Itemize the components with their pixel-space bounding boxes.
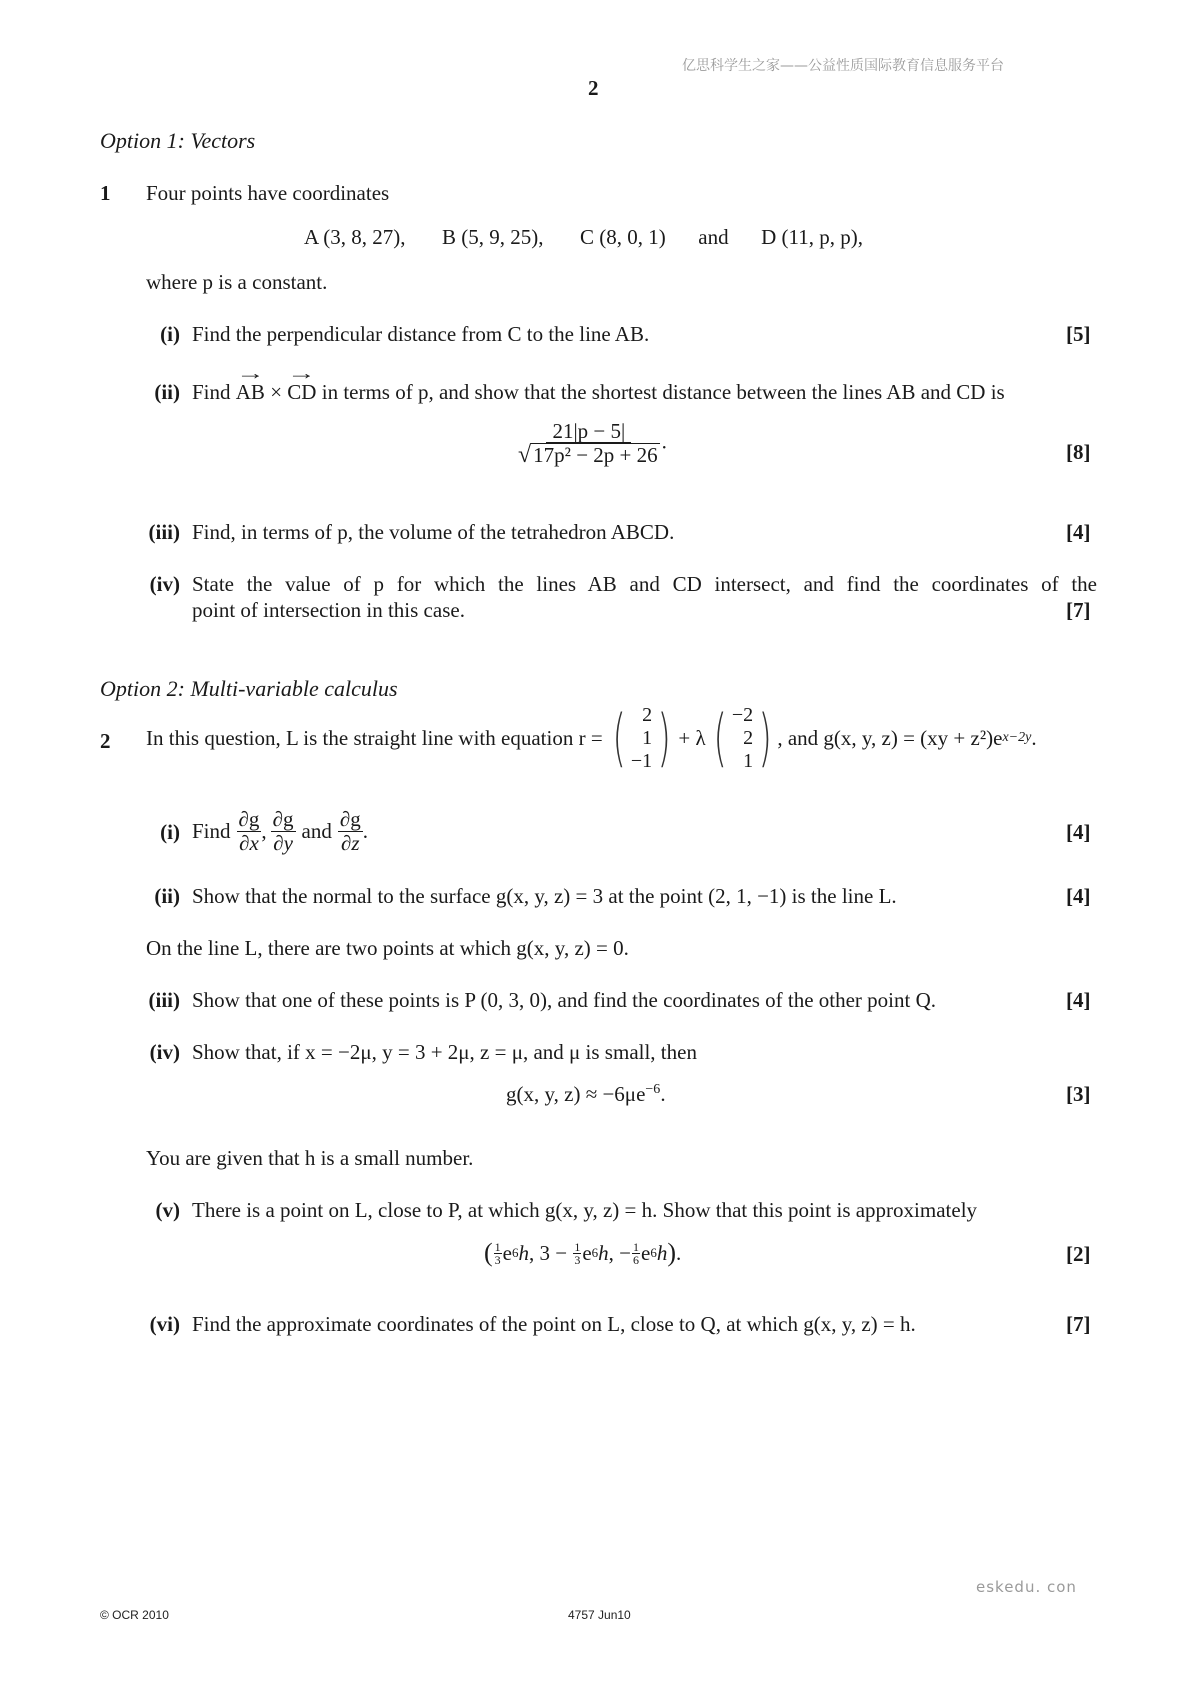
two-points-statement: On the line L, there are two points at which g(x, y, z) = 0. [146, 936, 629, 960]
partial-z-den: ∂z [341, 830, 360, 855]
point-d: D (11, p, p), [761, 225, 863, 249]
part-2-i-text: Find $\frac{\partial g}{\partial x}$ , $\frac{\partial g}{\partial y}$ and $\frac{\partial g}{\partial z}$ . [192, 807, 369, 855]
option1-heading: Option 1: Vectors [100, 128, 256, 153]
part-2-iii-marks: [4] [1066, 988, 1091, 1012]
part-2-iv-marks: [3] [1066, 1082, 1091, 1106]
part-1-ii-text [192, 380, 1005, 405]
g-exponent: x−2y [1002, 730, 1032, 745]
part-2-i-label: (i) [160, 820, 180, 844]
direction-vector: ( −2 2 1 ) [713, 701, 772, 774]
vec1-y: 1 [642, 726, 653, 749]
part-2-ii-label: (ii) [154, 884, 180, 908]
question-1-intro: Four points have coordinates [146, 181, 390, 205]
part-1-iv-line2: point of intersection in this case. [192, 598, 465, 622]
part-1-i-text: Find the perpendicular distance from C to the line AB. [192, 322, 650, 346]
part-2-iii-text: Show that one of these points is P (0, 3, 0), and find the coordinates of the other point Q. [192, 988, 937, 1012]
part-1-ii-rest: in terms of p, and show that the shortest distance between the lines AB and CD is [321, 380, 1005, 404]
part-2-iv-formula [506, 1082, 666, 1107]
part-2-v-label: (v) [155, 1198, 180, 1222]
position-vector: ( 2 1 −1 ) [612, 701, 671, 774]
vec1-x: 2 [642, 703, 653, 726]
part-2-vi-label: (vi) [149, 1312, 180, 1336]
plus-lambda: + λ [678, 725, 706, 750]
and-word: and [301, 818, 332, 843]
question-2-number: 2 [100, 729, 111, 753]
g-end: . [1031, 725, 1037, 750]
option2-heading: Option 2: Multi-variable calculus [100, 676, 398, 701]
approx-formula: g(x, y, z) ≈ −6μe [506, 1082, 646, 1106]
approx-end: . [660, 1082, 666, 1106]
part-1-iii-label: (iii) [148, 520, 180, 544]
footer-paper-code: 4757 Jun10 [568, 1608, 631, 1622]
where-p-constant: where p is a constant. [146, 270, 328, 294]
part-2-iv-label: (iv) [149, 1040, 180, 1064]
part-2-ii-marks: [4] [1066, 884, 1091, 908]
question-1-number: 1 [100, 181, 111, 205]
vec2-x: −2 [731, 703, 754, 726]
line-equation-text: In this question, L is the straight line with equation r = [146, 725, 603, 750]
partial-g-num-2: ∂g [272, 807, 294, 832]
part-2-v-text: There is a point on L, close to P, at which g(x, y, z) = h. Show that this point is approximately [192, 1198, 978, 1222]
partial-g-num-1: ∂g [238, 807, 260, 832]
find-word: Find [192, 380, 231, 404]
page-number: 2 [588, 76, 599, 100]
g-definition: , and g(x, y, z) = (xy + z²)e [777, 725, 1003, 750]
approx-point-formula: ( 1 3 e 6 h , 3 − 1 3 e 6 h , − 1 6 e 6 h ) . [484, 1238, 682, 1267]
part-1-iii-marks: [4] [1066, 520, 1091, 544]
watermark-bottom: eskedu. con [976, 1578, 1077, 1596]
formula-denominator: 17p² − 2p + 26 [533, 443, 658, 468]
vec2-y: 2 [743, 726, 754, 749]
formula-dot: . [661, 429, 667, 454]
part-1-iv-line1: State the value of p for which the lines AB and CD intersect, and find the coordinates of the [192, 572, 1097, 596]
find-word: Find [192, 818, 231, 843]
part-2-v-marks: [2] [1066, 1242, 1091, 1266]
question-2-intro [146, 698, 1037, 778]
small-h-statement: You are given that h is a small number. [146, 1146, 474, 1170]
part-1-iii-text: Find, in terms of p, the volume of the tetrahedron ABCD. [192, 520, 675, 544]
part-1-iv-label: (iv) [149, 572, 180, 596]
part-1-i-marks: [5] [1066, 322, 1091, 346]
vector-ab: → AB [236, 380, 265, 405]
part-2-vi-marks: [7] [1066, 1312, 1091, 1336]
approx-exponent: −6 [645, 1082, 661, 1097]
vec2-z: 1 [743, 749, 754, 772]
part-2-vi-text: Find the approximate coordinates of the point on L, close to Q, at which g(x, y, z) = h. [192, 1312, 916, 1336]
point-c: C (8, 0, 1) [580, 225, 666, 249]
point-coordinates [304, 225, 863, 250]
partial-x-den: ∂x [239, 830, 259, 855]
part-2-iii-label: (iii) [148, 988, 180, 1012]
footer-copyright: © OCR 2010 [100, 1608, 169, 1622]
and-word: and [698, 225, 729, 249]
sqrt-icon: √ [518, 442, 532, 469]
partial-g-num-3: ∂g [339, 807, 361, 832]
vector-cd: → CD [287, 380, 316, 405]
point-b: B (5, 9, 25), [442, 225, 544, 249]
partial-y-den: ∂y [273, 830, 293, 855]
watermark-top: 亿思科学生之家——公益性质国际教育信息服务平台 [682, 58, 1004, 74]
cross-symbol: × [270, 380, 283, 404]
shortest-distance-formula [516, 420, 667, 467]
part-2-i-marks: [4] [1066, 820, 1091, 844]
part-2-ii-text: Show that the normal to the surface g(x, y, z) = 3 at the point (2, 1, −1) is the line L. [192, 884, 897, 908]
part-1-i-label: (i) [160, 322, 180, 346]
formula-numerator: 21|p − 5| [546, 420, 631, 443]
part-2-iv-text: Show that, if x = −2μ, y = 3 + 2μ, z = μ, and μ is small, then [192, 1040, 697, 1064]
part-1-ii-label: (ii) [154, 380, 180, 404]
point-a: A (3, 8, 27), [304, 225, 406, 249]
part-1-iv-marks: [7] [1066, 598, 1091, 622]
part-1-ii-marks: [8] [1066, 440, 1091, 464]
vec1-z: −1 [630, 749, 653, 772]
